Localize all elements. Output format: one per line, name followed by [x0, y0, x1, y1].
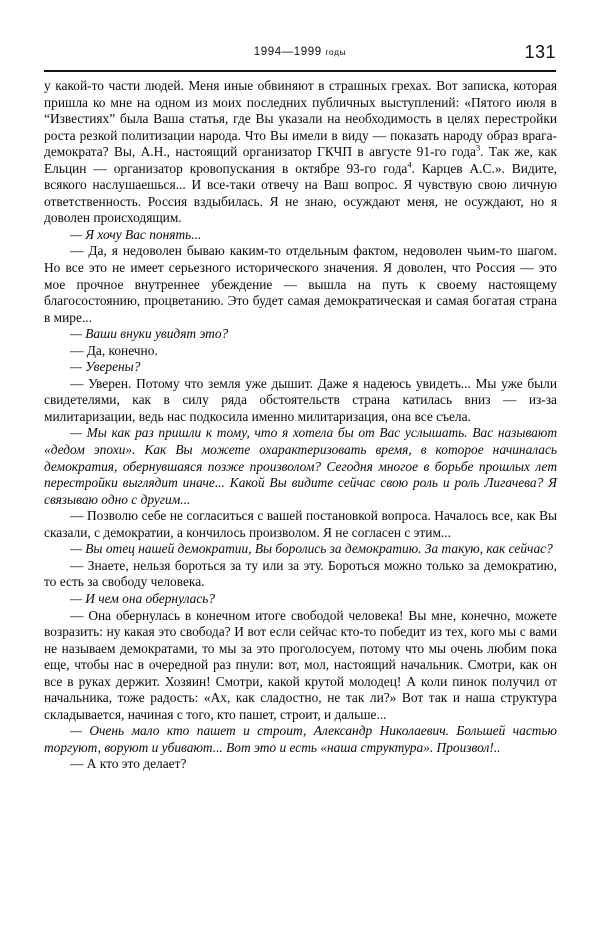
header-divider-rule	[44, 70, 556, 72]
running-head-title	[44, 46, 556, 58]
dialogue-question: — Вы отец нашей демократии, Вы боролись за демократию. За такую, как сейчас?	[70, 541, 553, 557]
dialogue-answer: — Да, конечно.	[70, 342, 158, 358]
dialogue-question: — Ваши внуки увидят это?	[70, 326, 229, 342]
dialogue-answer: — Уверен. Потому что земля уже дышит. Даже я надеюсь увидеть... Мы уже были свидетелями, как в силу ряда обстоятельств страна катилась вниз — из-за милитаризации, ведь нас подкосила именно милитаризация, она все съела.	[44, 375, 557, 424]
running-head	[44, 42, 556, 68]
dialogue-question: — Мы как раз пришли к тому, что я хотела бы от Вас услышать. Вас называют «дедом эпохи». Как Вы можете охарактеризовать время, в которое начиналась демократия, обернувшаяся позже произволом? Сегодня многое в борьбе прошлых лет перестройки выглядит иначе... Какой Вы видите сейчас свою роль и роль Лигачева? Я связываю одно с другим...	[44, 425, 557, 507]
dialogue-answer: — Да, я недоволен бываю каким-то отдельным фактом, недоволен чьим-то шагом. Но все это не имеет серьезного исторического значения. Я доволен, что Россия — это мое прочное внутреннее убеждение — вышла на путь к своему настоящему благосостоянию, процветанию. Это будет самая демократическая и самая богатая страна в мире...	[44, 243, 557, 325]
paragraph-text: . Так же, как Ельцин — организатор кровопускания в октябре 93-го года	[44, 144, 557, 176]
dialogue-answer: — А кто это делает?	[70, 756, 187, 772]
paragraph-continuation	[44, 78, 557, 227]
dialogue-question: — И чем она обернулась?	[70, 590, 216, 606]
dialogue-answer: — Знаете, нельзя бороться за ту или за эту. Бороться можно только за демократию, то есть за свободу человека.	[44, 557, 557, 590]
dialogue-answer: — Позволю себе не согласиться с вашей постановкой вопроса. Началось все, как Вы сказали, с демократии, а кончилось произволом. Я не согласен с этим...	[44, 508, 557, 540]
running-head-years: 1994—1999	[253, 46, 322, 58]
paragraph-text: у какой-то части людей. Меня иные обвиняют в страшных грехах. Вот записка, которая пришла ко мне на одном из моих последних публичных выступлений: «Пятого июля в “Известиях” была Ваша статья, где Вы указали на необходимость в целях перестройки роста резкой политизации народа. Что Вы имели в виду — показать народу образ врага-демократа? Вы, А.Н., настоящий организатор ГКЧП в августе 91-го года	[44, 78, 557, 160]
paragraph-text: . Карцев А.С.». Видите, всякого наслушаешься... И все-таки отвечу на Ваш вопрос. Я чувствую свою личную ответственность. Россия вздыбилась. Я не знаю, осуждают меня, не осуждают, но я доволен происходящим.	[44, 160, 558, 226]
dialogue-answer: — Она обернулась в конечном итоге свободой человека! Вы мне, конечно, можете возразить: ну какая это свобода? И вот если сейчас кто-то победит из тех, кого мы с вами не называем демократами, то мы за это проголосуем, потому что мы очень любим пока еще, чтобы нас в очередной раз пнули: вот, мол, настоящий начальник. Смотри, как он все в руках держит. Хозяин! Смотри, какой крутой молодец! А коли пинок получил от начальника, тоже радость: «Ах, как сладостно, не так ли?» Вот так и наша структура складывается, начиная с того, кто пашет, строит, и дальше...	[44, 607, 557, 722]
page-number: 131	[524, 42, 556, 62]
dialogue-question: — Очень мало кто пашет и строит, Александр Николаевич. Большей частью торгуют, воруют и убивают... Вот это и есть «наша структура». Произвол!..	[44, 723, 557, 755]
dialogue-question: — Я хочу Вас понять...	[70, 226, 202, 242]
running-head-word: годы	[325, 47, 347, 57]
body-text-block	[44, 78, 557, 773]
footnote-marker-3[interactable]: 3	[475, 143, 481, 153]
dialogue-question: — Уверены?	[70, 359, 141, 375]
footnote-marker-4[interactable]: 4	[407, 160, 412, 170]
